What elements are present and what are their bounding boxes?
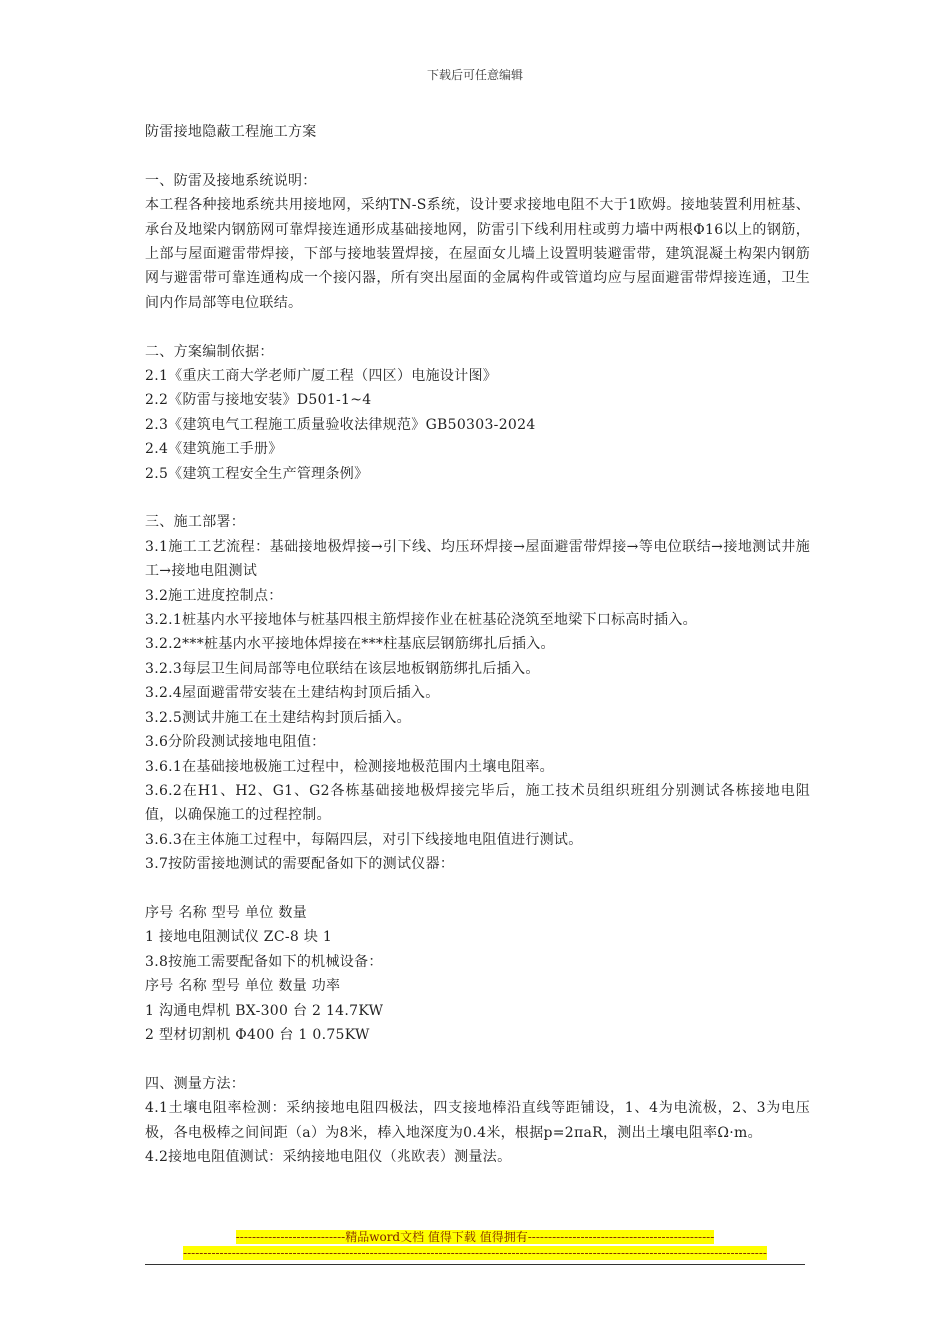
spacer [145,877,810,901]
equipment-table-row: 2 型材切割机 Φ400 台 1 0.75KW [145,1026,370,1043]
section4-heading: 四、测量方法： [145,1075,246,1092]
reference-item: 2.2《防雷与接地安装》D501-1~4 [145,392,372,409]
instrument-table-row: 1 接地电阻测试仪 ZC-8 块 1 [145,929,333,946]
test-heading: 3.6分阶段测试接地电阻值： [145,734,326,751]
control-item: 3.2.4屋面避雷带安装在土建结构封顶后插入。 [145,685,440,702]
measurement-method: 4.1土壤电阻率检测：采纳接地电阻四极法，四支接地棒沿直线等距铺设，1、4为电流极，2、3为电压极，各电极棒之间间距（a）为8米，棒入地深度为0.4米，根据p=2πaR，测出土壤电阻率Ω·m。 [145,1100,810,1141]
footer-banner-dashes: ------------------------------------------------------------------------------------------------------------------------------------------------ [183,1246,767,1260]
section1-paragraph: 本工程各种接地系统共用接地网，采纳TN-S系统，设计要求接地电阻不大于1欧姆。接地装置利用桩基、承台及地梁内钢筋网可靠焊接连通形成基础接地网，防雷引下线利用柱或剪力墙中两根Φ16以上的钢筋，上部与屋面避雷带焊接，下部与接地装置焊接，在屋面女儿墙上设置明装避雷带，建筑混凝土构架内钢筋网与避雷带可靠连通构成一个接闪器，所有突出屋面的金属构件或管道均应与屋面避雷带焊接连通，卫生间内作局部等电位联结。 [145,197,810,311]
page-header-note: 下载后可任意编辑 [426,68,523,82]
reference-item: 2.5《建筑工程安全生产管理条例》 [145,465,369,482]
measurement-method: 4.2接地电阻值测试：采纳接地电阻仪（兆欧表）测量法。 [145,1148,512,1165]
instrument-heading: 3.7按防雷接地测试的需要配备如下的测试仪器： [145,856,455,873]
reference-item: 2.4《建筑施工手册》 [145,441,283,458]
footer-banner [0,1229,950,1245]
equipment-table-row: 1 沟通电焊机 BX-300 台 2 14.7KW [145,1002,384,1019]
control-heading: 3.2施工进度控制点： [145,587,283,604]
process-flow: 3.1施工工艺流程：基础接地极焊接→引下线、均压环焊接→屋面避雷带焊接→等电位联结→接地测试井施工→接地电阻测试 [145,538,810,580]
test-item: 3.6.3在主体施工过程中，每隔四层，对引下线接地电阻值进行测试。 [145,831,583,848]
instrument-table-header: 序号 名称 型号 单位 数量 [145,904,307,921]
spacer [145,1047,810,1071]
test-item: 3.6.1在基础接地极施工过程中，检测接地极范围内土壤电阻率。 [145,758,554,775]
equipment-table-header: 序号 名称 型号 单位 数量 功率 [145,978,341,995]
reference-item: 2.3《建筑电气工程施工质量验收法律规范》GB50303-2024 [145,416,536,433]
spacer [145,486,810,510]
document-body [145,120,810,1169]
reference-item: 2.1《重庆工商大学老师广厦工程（四区）电施设计图》 [145,368,498,385]
test-item: 3.6.2在H1、H2、G1、G2各栋基础接地极焊接完毕后，施工技术员组织班组分别测试各栋接地电阻值，以确保施工的过程控制。 [145,782,810,824]
section1-heading: 一、防雷及接地系统说明： [145,172,317,189]
equipment-heading: 3.8按施工需要配备如下的机械设备： [145,953,383,970]
spacer [145,144,810,168]
section2-heading: 二、方案编制依据： [145,343,274,360]
control-item: 3.2.2***桩基内水平接地体焊接在***柱基底层钢筋绑扎后插入。 [145,636,555,653]
spacer [145,315,810,339]
control-item: 3.2.3每层卫生间局部等电位联结在该层地板钢筋绑扎后插入。 [145,660,540,677]
document-title: 防雷接地隐蔽工程施工方案 [145,124,317,140]
section3-heading: 三、施工部署： [145,514,246,531]
control-item: 3.2.5测试井施工在土建结构封顶后插入。 [145,709,411,726]
footer-divider [145,1264,805,1265]
control-item: 3.2.1桩基内水平接地体与桩基四根主筋焊接作业在桩基砼浇筑至地梁下口标高时插入。 [145,612,697,629]
footer-banner [0,1245,950,1261]
footer-banner-text: ---------------------------精品word文档 值得下载 值得拥有---------------------------------------------- [235,1230,715,1244]
